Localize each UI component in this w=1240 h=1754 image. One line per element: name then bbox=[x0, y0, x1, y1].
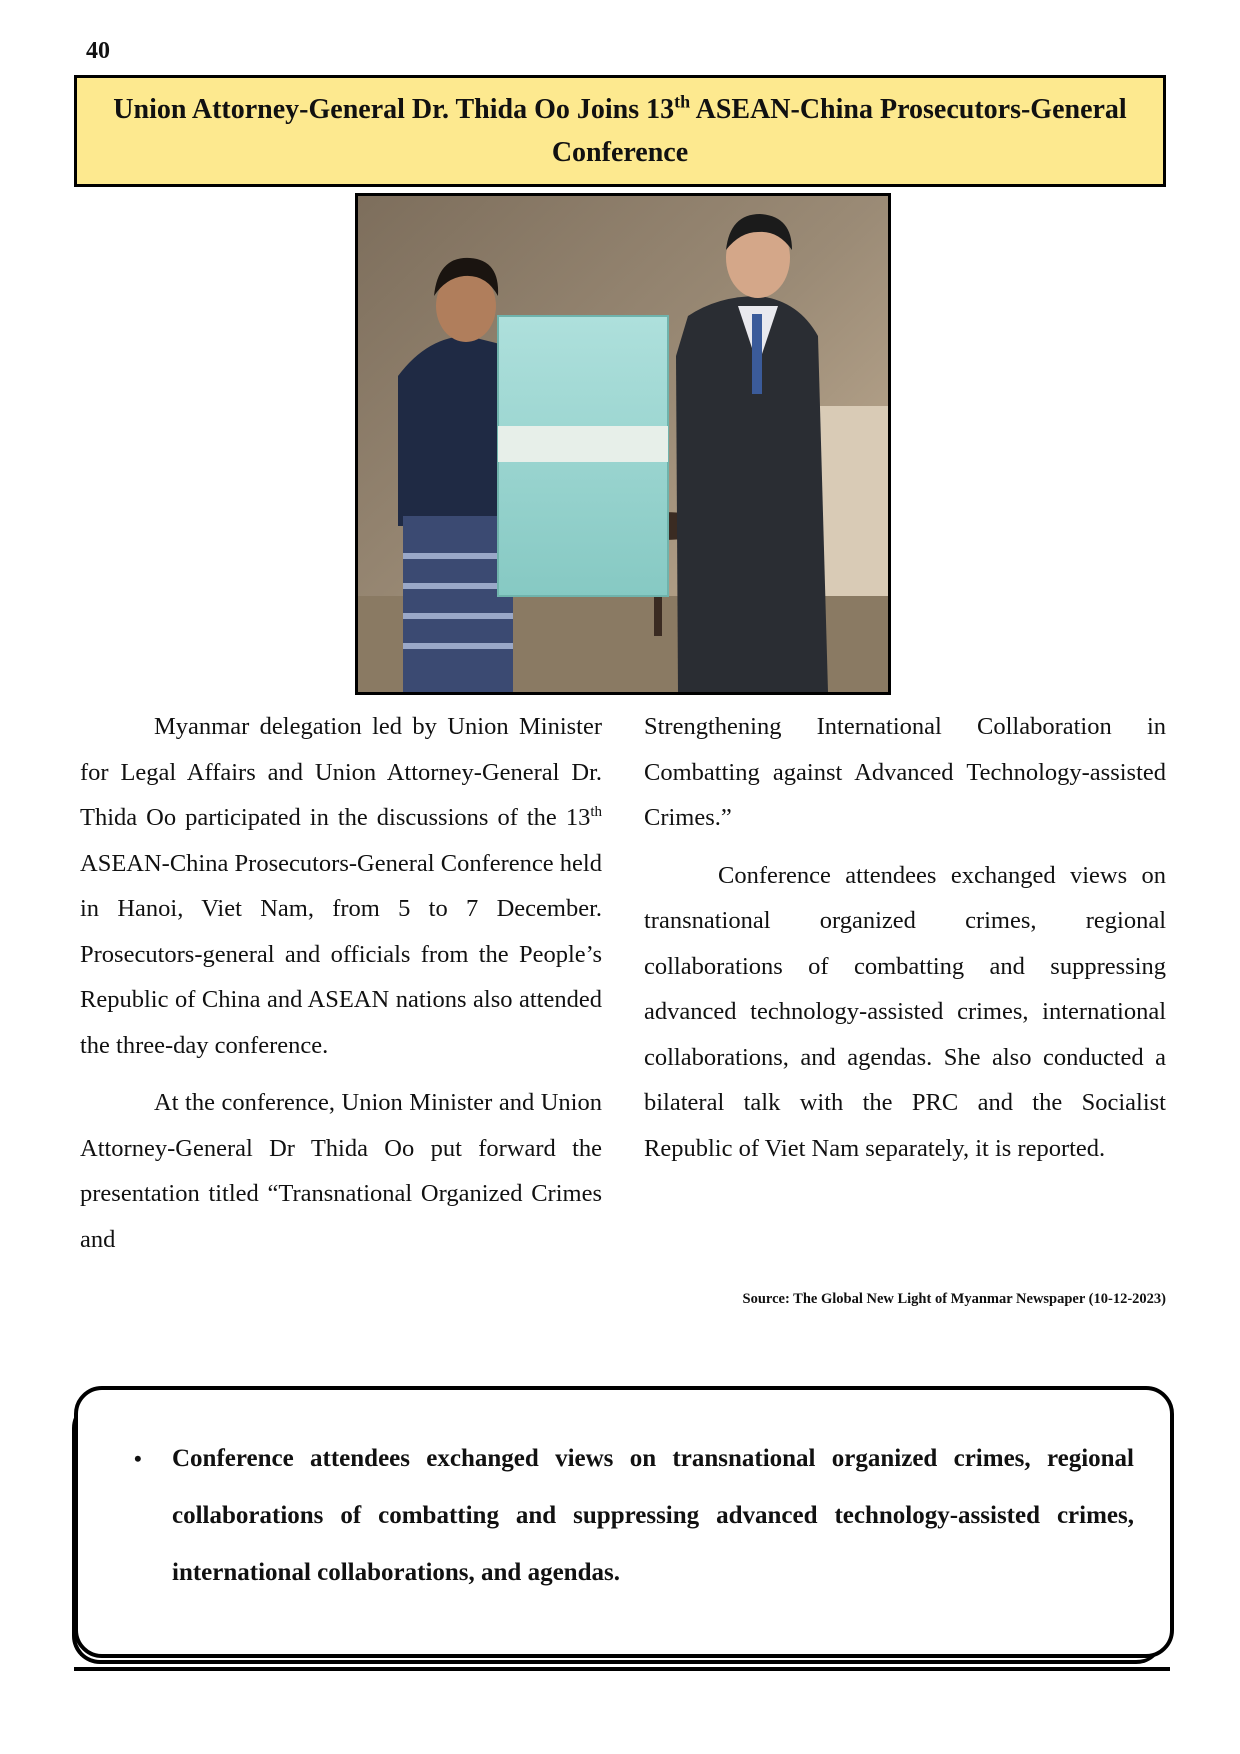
article-column-right bbox=[644, 704, 1166, 1171]
article-paragraph-3: Conference attendees exchanged views on transnational organized crimes, regional collaborations of combatting and suppressing advanced technology-assisted crimes, international collaborations, and agendas. She also conducted a bilateral talk with the PRC and the Socialist Republic of Viet Nam separately, it is reported. bbox=[644, 861, 1166, 1162]
photo-man-tie bbox=[752, 314, 762, 394]
article-column-left bbox=[80, 704, 602, 1262]
title-box bbox=[74, 75, 1166, 187]
article-paragraph-1 bbox=[80, 704, 602, 1068]
page-number: 40 bbox=[86, 38, 110, 64]
title-part2: ASEAN-China Prosecutors-General Conference bbox=[551, 94, 1127, 168]
article-title bbox=[77, 88, 1163, 174]
article-paragraph-2-continued: Strengthening International Collaboration in Combatting against Advanced Technology-assisted Crimes.” bbox=[644, 713, 1166, 831]
paragraph-1-part1: Myanmar delegation led by Union Minister for Legal Affairs and Union Attorney-General Dr. Thida Oo participated in the discussions of the 13 bbox=[80, 713, 602, 831]
photo-gift-box-band bbox=[498, 426, 668, 462]
photo-two-officials-holding-gift-box bbox=[358, 196, 888, 692]
paragraph-1-part2: ASEAN-China Prosecutors-General Conference held in Hanoi, Viet Nam, from 5 to 7 December. Prosecutors-general and officials from the People’s Republic of China and ASEAN nations also attended the three-day conference. bbox=[80, 849, 602, 1059]
photo-woman-skirt bbox=[403, 516, 513, 692]
callout-text: Conference attendees exchanged views on transnational organized crimes, regional collaborations of combatting and suppressing advanced technology-assisted crimes, international collaborations, and agendas. bbox=[172, 1445, 1134, 1586]
callout-list bbox=[134, 1430, 1134, 1601]
article-paragraph-2: At the conference, Union Minister and Union Attorney-General Dr Thida Oo put forward the presentation titled “Transnational Organized Crimes and bbox=[80, 1089, 602, 1253]
callout-box bbox=[74, 1386, 1174, 1658]
title-sup: th bbox=[674, 91, 691, 112]
paragraph-1-sup: th bbox=[590, 803, 602, 820]
source-citation: Source: The Global New Light of Myanmar Newspaper (10-12-2023) bbox=[742, 1291, 1166, 1307]
callout-item bbox=[134, 1430, 1134, 1601]
article-photo bbox=[355, 193, 891, 695]
title-part1: Union Attorney-General Dr. Thida Oo Joins 13 bbox=[113, 94, 675, 125]
bottom-rule-divider bbox=[74, 1667, 1170, 1671]
bullet-icon: • bbox=[134, 1446, 142, 1471]
